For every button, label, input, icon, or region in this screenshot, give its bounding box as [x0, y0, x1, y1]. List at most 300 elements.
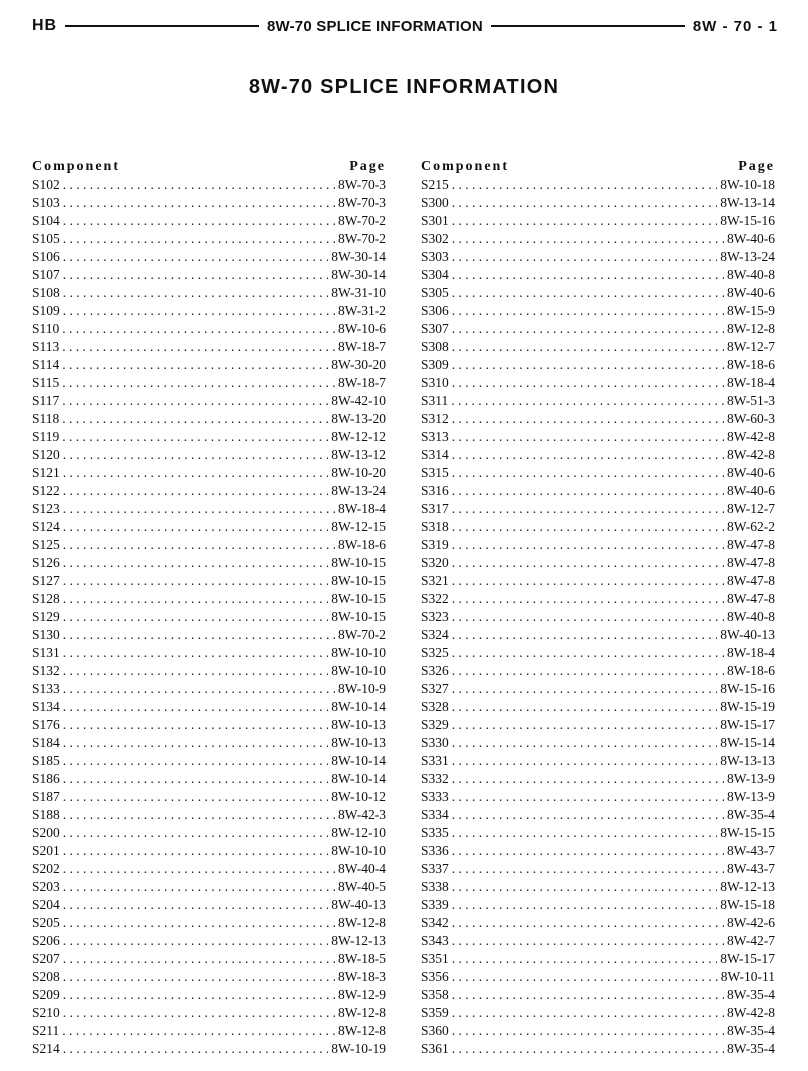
dot-leader [452, 770, 724, 788]
page-reference: 8W-40-6 [727, 285, 775, 300]
page-reference: 8W-18-3 [338, 969, 386, 984]
page-reference: 8W-10-15 [331, 609, 386, 624]
dot-leader [63, 662, 328, 680]
index-entry [421, 842, 775, 860]
index-entry [421, 356, 775, 374]
dot-leader [63, 1040, 328, 1058]
page-reference: 8W-18-6 [727, 663, 775, 678]
page-reference: 8W-15-19 [720, 699, 775, 714]
page-reference: 8W-43-7 [727, 843, 775, 858]
component-id: S125 [32, 537, 60, 552]
index-entry [32, 806, 386, 824]
dot-leader [62, 1022, 335, 1040]
dot-leader [63, 572, 328, 590]
page-reference: 8W-12-12 [331, 429, 386, 444]
page-reference: 8W-12-13 [720, 879, 775, 894]
page-header [32, 14, 778, 38]
component-id: S130 [32, 627, 60, 642]
page-reference: 8W-10-20 [331, 465, 386, 480]
index-entry [421, 932, 775, 950]
index-entry [32, 248, 386, 266]
component-id: S325 [421, 645, 449, 660]
index-entry [421, 410, 775, 428]
dot-leader [452, 176, 717, 194]
component-id: S336 [421, 843, 449, 858]
dot-leader [62, 320, 335, 338]
page-reference: 8W-12-8 [338, 1023, 386, 1038]
component-id: S121 [32, 465, 60, 480]
component-id: S310 [421, 375, 449, 390]
index-entry [32, 572, 386, 590]
index-entry [421, 554, 775, 572]
page-reference: 8W-30-14 [331, 249, 386, 264]
component-id: S206 [32, 933, 60, 948]
index-entry [421, 734, 775, 752]
index-entry [32, 644, 386, 662]
component-id: S204 [32, 897, 60, 912]
index-entry [32, 680, 386, 698]
dot-leader [452, 1004, 724, 1022]
component-id: S305 [421, 285, 449, 300]
component-id: S315 [421, 465, 449, 480]
component-id: S207 [32, 951, 60, 966]
page-reference: 8W-13-9 [727, 789, 775, 804]
index-entry [421, 500, 775, 518]
index-entry [421, 752, 775, 770]
page-reference: 8W-70-3 [338, 177, 386, 192]
dot-leader [63, 230, 335, 248]
component-id: S334 [421, 807, 449, 822]
component-id: S110 [32, 321, 60, 336]
dot-leader [452, 212, 717, 230]
index-entry [32, 392, 386, 410]
dot-leader [63, 986, 335, 1004]
index-entry [421, 788, 775, 806]
index-entry [32, 986, 386, 1004]
dot-leader [63, 842, 328, 860]
component-id: S184 [32, 735, 60, 750]
component-id: S361 [421, 1041, 449, 1056]
component-id: S328 [421, 699, 449, 714]
index-entry [32, 284, 386, 302]
dot-leader [452, 446, 724, 464]
index-entry [421, 392, 775, 410]
component-id: S326 [421, 663, 449, 678]
component-id: S129 [32, 609, 60, 624]
component-id: S176 [32, 717, 60, 732]
component-id: S300 [421, 195, 449, 210]
index-entry [32, 266, 386, 284]
index-entry [32, 716, 386, 734]
dot-leader [452, 194, 717, 212]
index-entry [421, 302, 775, 320]
index-entry [421, 770, 775, 788]
index-column-left [32, 158, 386, 1058]
dot-leader [452, 266, 724, 284]
component-id: S331 [421, 753, 449, 768]
page-reference: 8W-51-3 [727, 393, 775, 408]
component-id: S124 [32, 519, 60, 534]
dot-leader [63, 1004, 335, 1022]
dot-leader [452, 572, 724, 590]
page-reference: 8W-13-13 [720, 753, 775, 768]
dot-leader [452, 248, 717, 266]
component-id: S133 [32, 681, 60, 696]
component-heading: Component [421, 159, 510, 174]
page-reference: 8W-12-8 [338, 915, 386, 930]
index-entry [32, 500, 386, 518]
page-reference: 8W-13-20 [331, 411, 386, 426]
component-id: S313 [421, 429, 449, 444]
page-reference: 8W-10-6 [338, 321, 386, 336]
page-reference: 8W-10-19 [331, 1041, 386, 1056]
page-reference: 8W-13-14 [720, 195, 775, 210]
dot-leader [452, 302, 724, 320]
component-id: S316 [421, 483, 449, 498]
index-entry [421, 968, 775, 986]
page-reference: 8W-10-11 [720, 969, 775, 984]
page-reference: 8W-47-8 [727, 573, 775, 588]
page-reference: 8W-12-8 [338, 1005, 386, 1020]
component-id: S327 [421, 681, 449, 696]
page-reference: 8W-13-12 [331, 447, 386, 462]
component-id: S306 [421, 303, 449, 318]
dot-leader [452, 590, 724, 608]
index-entry [32, 374, 386, 392]
dot-leader [452, 1022, 724, 1040]
dot-leader [63, 212, 335, 230]
dot-leader [452, 896, 717, 914]
column-header [421, 158, 775, 176]
component-id: S312 [421, 411, 449, 426]
page-reference: 8W-18-5 [338, 951, 386, 966]
component-id: S128 [32, 591, 60, 606]
component-id: S329 [421, 717, 449, 732]
component-id: S359 [421, 1005, 449, 1020]
dot-leader [452, 284, 724, 302]
dot-leader [63, 176, 335, 194]
page-reference: 8W-18-4 [338, 501, 386, 516]
dot-leader [63, 446, 328, 464]
index-entry [421, 572, 775, 590]
index-entry [32, 914, 386, 932]
page-reference: 8W-35-4 [727, 987, 775, 1002]
dot-leader [452, 230, 724, 248]
dot-leader [452, 338, 724, 356]
page-reference: 8W-10-9 [338, 681, 386, 696]
index-entry [32, 302, 386, 320]
dot-leader [63, 968, 335, 986]
dot-leader [63, 788, 328, 806]
page-reference: 8W-13-9 [727, 771, 775, 786]
component-id: S203 [32, 879, 60, 894]
component-id: S209 [32, 987, 60, 1002]
dot-leader [63, 266, 328, 284]
component-id: S351 [421, 951, 449, 966]
component-id: S119 [32, 429, 60, 444]
index-entry [32, 554, 386, 572]
dot-leader [452, 536, 724, 554]
index-entry [32, 1004, 386, 1022]
component-id: S302 [421, 231, 449, 246]
component-id: S343 [421, 933, 449, 948]
page-reference: 8W-18-7 [338, 375, 386, 390]
index-entry [421, 824, 775, 842]
page-reference: 8W-15-16 [720, 213, 775, 228]
component-id: S106 [32, 249, 60, 264]
component-id: S120 [32, 447, 60, 462]
splice-list-right [421, 176, 775, 1058]
component-id: S318 [421, 519, 449, 534]
page-reference: 8W-10-13 [331, 735, 386, 750]
dot-leader [452, 986, 724, 1004]
page-reference: 8W-10-10 [331, 645, 386, 660]
index-entry [421, 1040, 775, 1058]
dot-leader [63, 716, 328, 734]
dot-leader [452, 878, 717, 896]
component-id: S304 [421, 267, 449, 282]
component-id: S205 [32, 915, 60, 930]
dot-leader [451, 392, 724, 410]
component-id: S317 [421, 501, 449, 516]
index-entry [421, 446, 775, 464]
component-id: S314 [421, 447, 449, 462]
dot-leader [63, 878, 335, 896]
page-reference: 8W-31-10 [331, 285, 386, 300]
page-reference: 8W-12-7 [727, 339, 775, 354]
page-reference: 8W-18-6 [338, 537, 386, 552]
page-reference: 8W-10-15 [331, 573, 386, 588]
component-id: S324 [421, 627, 449, 642]
page-reference: 8W-70-2 [338, 627, 386, 642]
index-entry [421, 248, 775, 266]
component-id: S307 [421, 321, 449, 336]
index-entry [32, 788, 386, 806]
page-reference: 8W-15-9 [727, 303, 775, 318]
page-reference: 8W-31-2 [338, 303, 386, 318]
page-reference: 8W-47-8 [727, 591, 775, 606]
dot-leader [62, 392, 328, 410]
dot-leader [452, 932, 724, 950]
dot-leader [63, 194, 335, 212]
page-reference: 8W-42-8 [727, 1005, 775, 1020]
dot-leader [63, 806, 335, 824]
index-entry [421, 428, 775, 446]
index-entry [32, 428, 386, 446]
index-entry [421, 284, 775, 302]
page-reference: 8W-42-8 [727, 429, 775, 444]
component-id: S308 [421, 339, 449, 354]
dot-leader [452, 806, 724, 824]
component-id: S332 [421, 771, 449, 786]
component-id: S185 [32, 753, 60, 768]
component-id: S210 [32, 1005, 60, 1020]
index-entry [32, 824, 386, 842]
page-reference: 8W-15-17 [720, 951, 775, 966]
dot-leader [452, 644, 724, 662]
component-id: S105 [32, 231, 60, 246]
page-reference: 8W-70-3 [338, 195, 386, 210]
component-id: S358 [421, 987, 449, 1002]
header-page-number: 8W - 70 - 1 [692, 17, 779, 35]
index-entry [421, 1004, 775, 1022]
component-id: S208 [32, 969, 60, 984]
page-reference: 8W-12-10 [331, 825, 386, 840]
dot-leader [63, 302, 335, 320]
page-reference: 8W-10-10 [331, 663, 386, 678]
page-reference: 8W-12-8 [727, 321, 775, 336]
dot-leader [452, 698, 717, 716]
page-reference: 8W-15-16 [720, 681, 775, 696]
index-entry [421, 896, 775, 914]
index-entry [421, 914, 775, 932]
index-column-right [421, 158, 775, 1058]
page-reference: 8W-30-20 [331, 357, 386, 372]
component-id: S215 [421, 177, 449, 192]
page-reference: 8W-42-10 [331, 393, 386, 408]
component-id: S188 [32, 807, 60, 822]
dot-leader [63, 914, 335, 932]
index-entry [32, 446, 386, 464]
index-entry [421, 320, 775, 338]
index-entry [421, 518, 775, 536]
page-reference: 8W-15-17 [720, 717, 775, 732]
component-id: S337 [421, 861, 449, 876]
page-heading: Page [349, 159, 386, 174]
page-reference: 8W-13-24 [720, 249, 775, 264]
dot-leader [452, 914, 724, 932]
index-entry [421, 860, 775, 878]
page-reference: 8W-10-18 [720, 177, 775, 192]
dot-leader [63, 734, 328, 752]
dot-leader [62, 338, 335, 356]
component-id: S114 [32, 357, 60, 372]
component-id: S132 [32, 663, 60, 678]
index-entry [32, 320, 386, 338]
dot-leader [452, 662, 724, 680]
page-reference: 8W-18-4 [727, 375, 775, 390]
index-entry [32, 518, 386, 536]
index-entry [421, 194, 775, 212]
component-id: S108 [32, 285, 60, 300]
page-reference: 8W-15-15 [720, 825, 775, 840]
component-id: S127 [32, 573, 60, 588]
dot-leader [63, 680, 335, 698]
component-id: S113 [32, 339, 60, 354]
dot-leader [62, 356, 328, 374]
dot-leader [63, 500, 335, 518]
page-reference: 8W-60-3 [727, 411, 775, 426]
component-id: S102 [32, 177, 60, 192]
component-id: S126 [32, 555, 60, 570]
index-entry [32, 536, 386, 554]
page-reference: 8W-10-13 [331, 717, 386, 732]
index-entry [32, 356, 386, 374]
component-id: S117 [32, 393, 60, 408]
index-entry [421, 1022, 775, 1040]
index-entry [32, 1040, 386, 1058]
page-reference: 8W-42-3 [338, 807, 386, 822]
dot-leader [452, 626, 717, 644]
dot-leader [452, 842, 724, 860]
index-entry [421, 806, 775, 824]
page-reference: 8W-40-4 [338, 861, 386, 876]
component-id: S339 [421, 897, 449, 912]
page-reference: 8W-47-8 [727, 537, 775, 552]
index-entry [32, 464, 386, 482]
dot-leader [452, 680, 717, 698]
page-reference: 8W-40-13 [331, 897, 386, 912]
index-entry [32, 860, 386, 878]
header-rule-right [491, 25, 685, 27]
index-entry [32, 932, 386, 950]
page-reference: 8W-12-13 [331, 933, 386, 948]
component-id: S320 [421, 555, 449, 570]
page-reference: 8W-40-5 [338, 879, 386, 894]
dot-leader [452, 554, 724, 572]
component-id: S134 [32, 699, 60, 714]
component-heading: Component [32, 159, 121, 174]
index-entry [421, 950, 775, 968]
index-entry [421, 338, 775, 356]
page-reference: 8W-10-14 [331, 753, 386, 768]
page-reference: 8W-35-4 [727, 1041, 775, 1056]
page-reference: 8W-47-8 [727, 555, 775, 570]
index-entry [32, 482, 386, 500]
index-entry [421, 608, 775, 626]
index-entry [421, 230, 775, 248]
page-reference: 8W-30-14 [331, 267, 386, 282]
page-reference: 8W-42-7 [727, 933, 775, 948]
page-reference: 8W-42-6 [727, 915, 775, 930]
index-entry [32, 590, 386, 608]
dot-leader [452, 320, 724, 338]
index-entry [32, 896, 386, 914]
dot-leader [452, 518, 724, 536]
index-entry [32, 752, 386, 770]
component-id: S356 [421, 969, 449, 984]
page-reference: 8W-35-4 [727, 1023, 775, 1038]
component-id: S186 [32, 771, 60, 786]
page-reference: 8W-15-18 [720, 897, 775, 912]
page-reference: 8W-10-14 [331, 699, 386, 714]
component-id: S338 [421, 879, 449, 894]
index-entry [421, 698, 775, 716]
component-id: S123 [32, 501, 60, 516]
component-id: S202 [32, 861, 60, 876]
index-entry [32, 626, 386, 644]
header-rule-left [65, 25, 259, 27]
page-reference: 8W-12-9 [338, 987, 386, 1002]
index-entry [32, 950, 386, 968]
page-reference: 8W-40-6 [727, 465, 775, 480]
component-id: S115 [32, 375, 60, 390]
index-entry [421, 626, 775, 644]
dot-leader [62, 428, 328, 446]
dot-leader [452, 788, 724, 806]
dot-leader [452, 950, 717, 968]
component-id: S109 [32, 303, 60, 318]
component-id: S103 [32, 195, 60, 210]
component-id: S122 [32, 483, 60, 498]
column-header [32, 158, 386, 176]
component-id: S303 [421, 249, 449, 264]
index-entry [32, 176, 386, 194]
index-entry [32, 1022, 386, 1040]
page-reference: 8W-18-6 [727, 357, 775, 372]
page-reference: 8W-10-12 [331, 789, 386, 804]
dot-leader [63, 896, 328, 914]
